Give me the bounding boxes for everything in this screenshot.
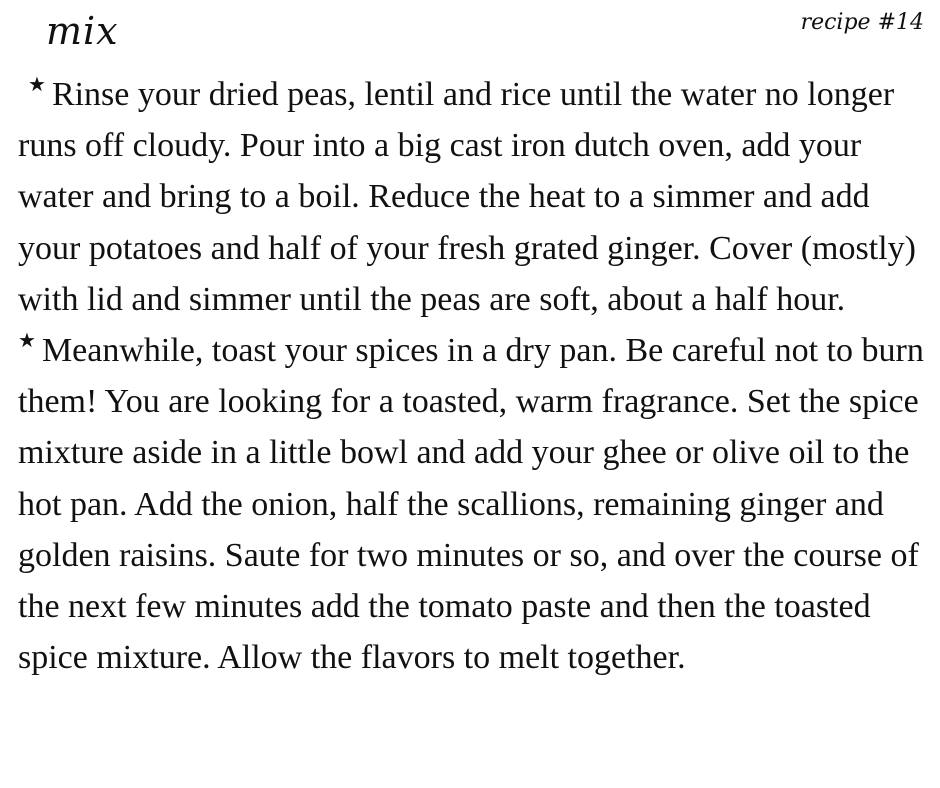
instructions [18, 69, 933, 683]
section-title: mix [46, 9, 119, 53]
step-text: Rinse your dried peas, lentil and rice until the water no longer runs off cloudy. Pour into a big cast iron dutch oven, add your water and bring to a boil. Reduce the heat to a simmer and add your potatoes and half of your fresh grated ginger. Cover (mostly) with lid and simmer until the peas are soft, about a half hour. [18, 76, 916, 318]
recipe-number: recipe #14 [800, 10, 924, 35]
step-paragraph [18, 69, 933, 325]
step-text: Meanwhile, toast your spices in a dry pan. Be careful not to burn them! You are looking for a toasted, warm fragrance. Set the spice mixture aside in a little bowl and add your ghee or olive oil to the hot pan. Add the onion, half the scallions, remaining ginger and golden raisins. Saute for two minutes or so, and over the course of the next few minutes add the tomato paste and then the toasted spice mixture. Allow the flavors to melt together. [18, 332, 924, 677]
star-icon: ★ [28, 72, 46, 96]
star-icon: ★ [18, 328, 36, 353]
step-paragraph [18, 325, 933, 683]
